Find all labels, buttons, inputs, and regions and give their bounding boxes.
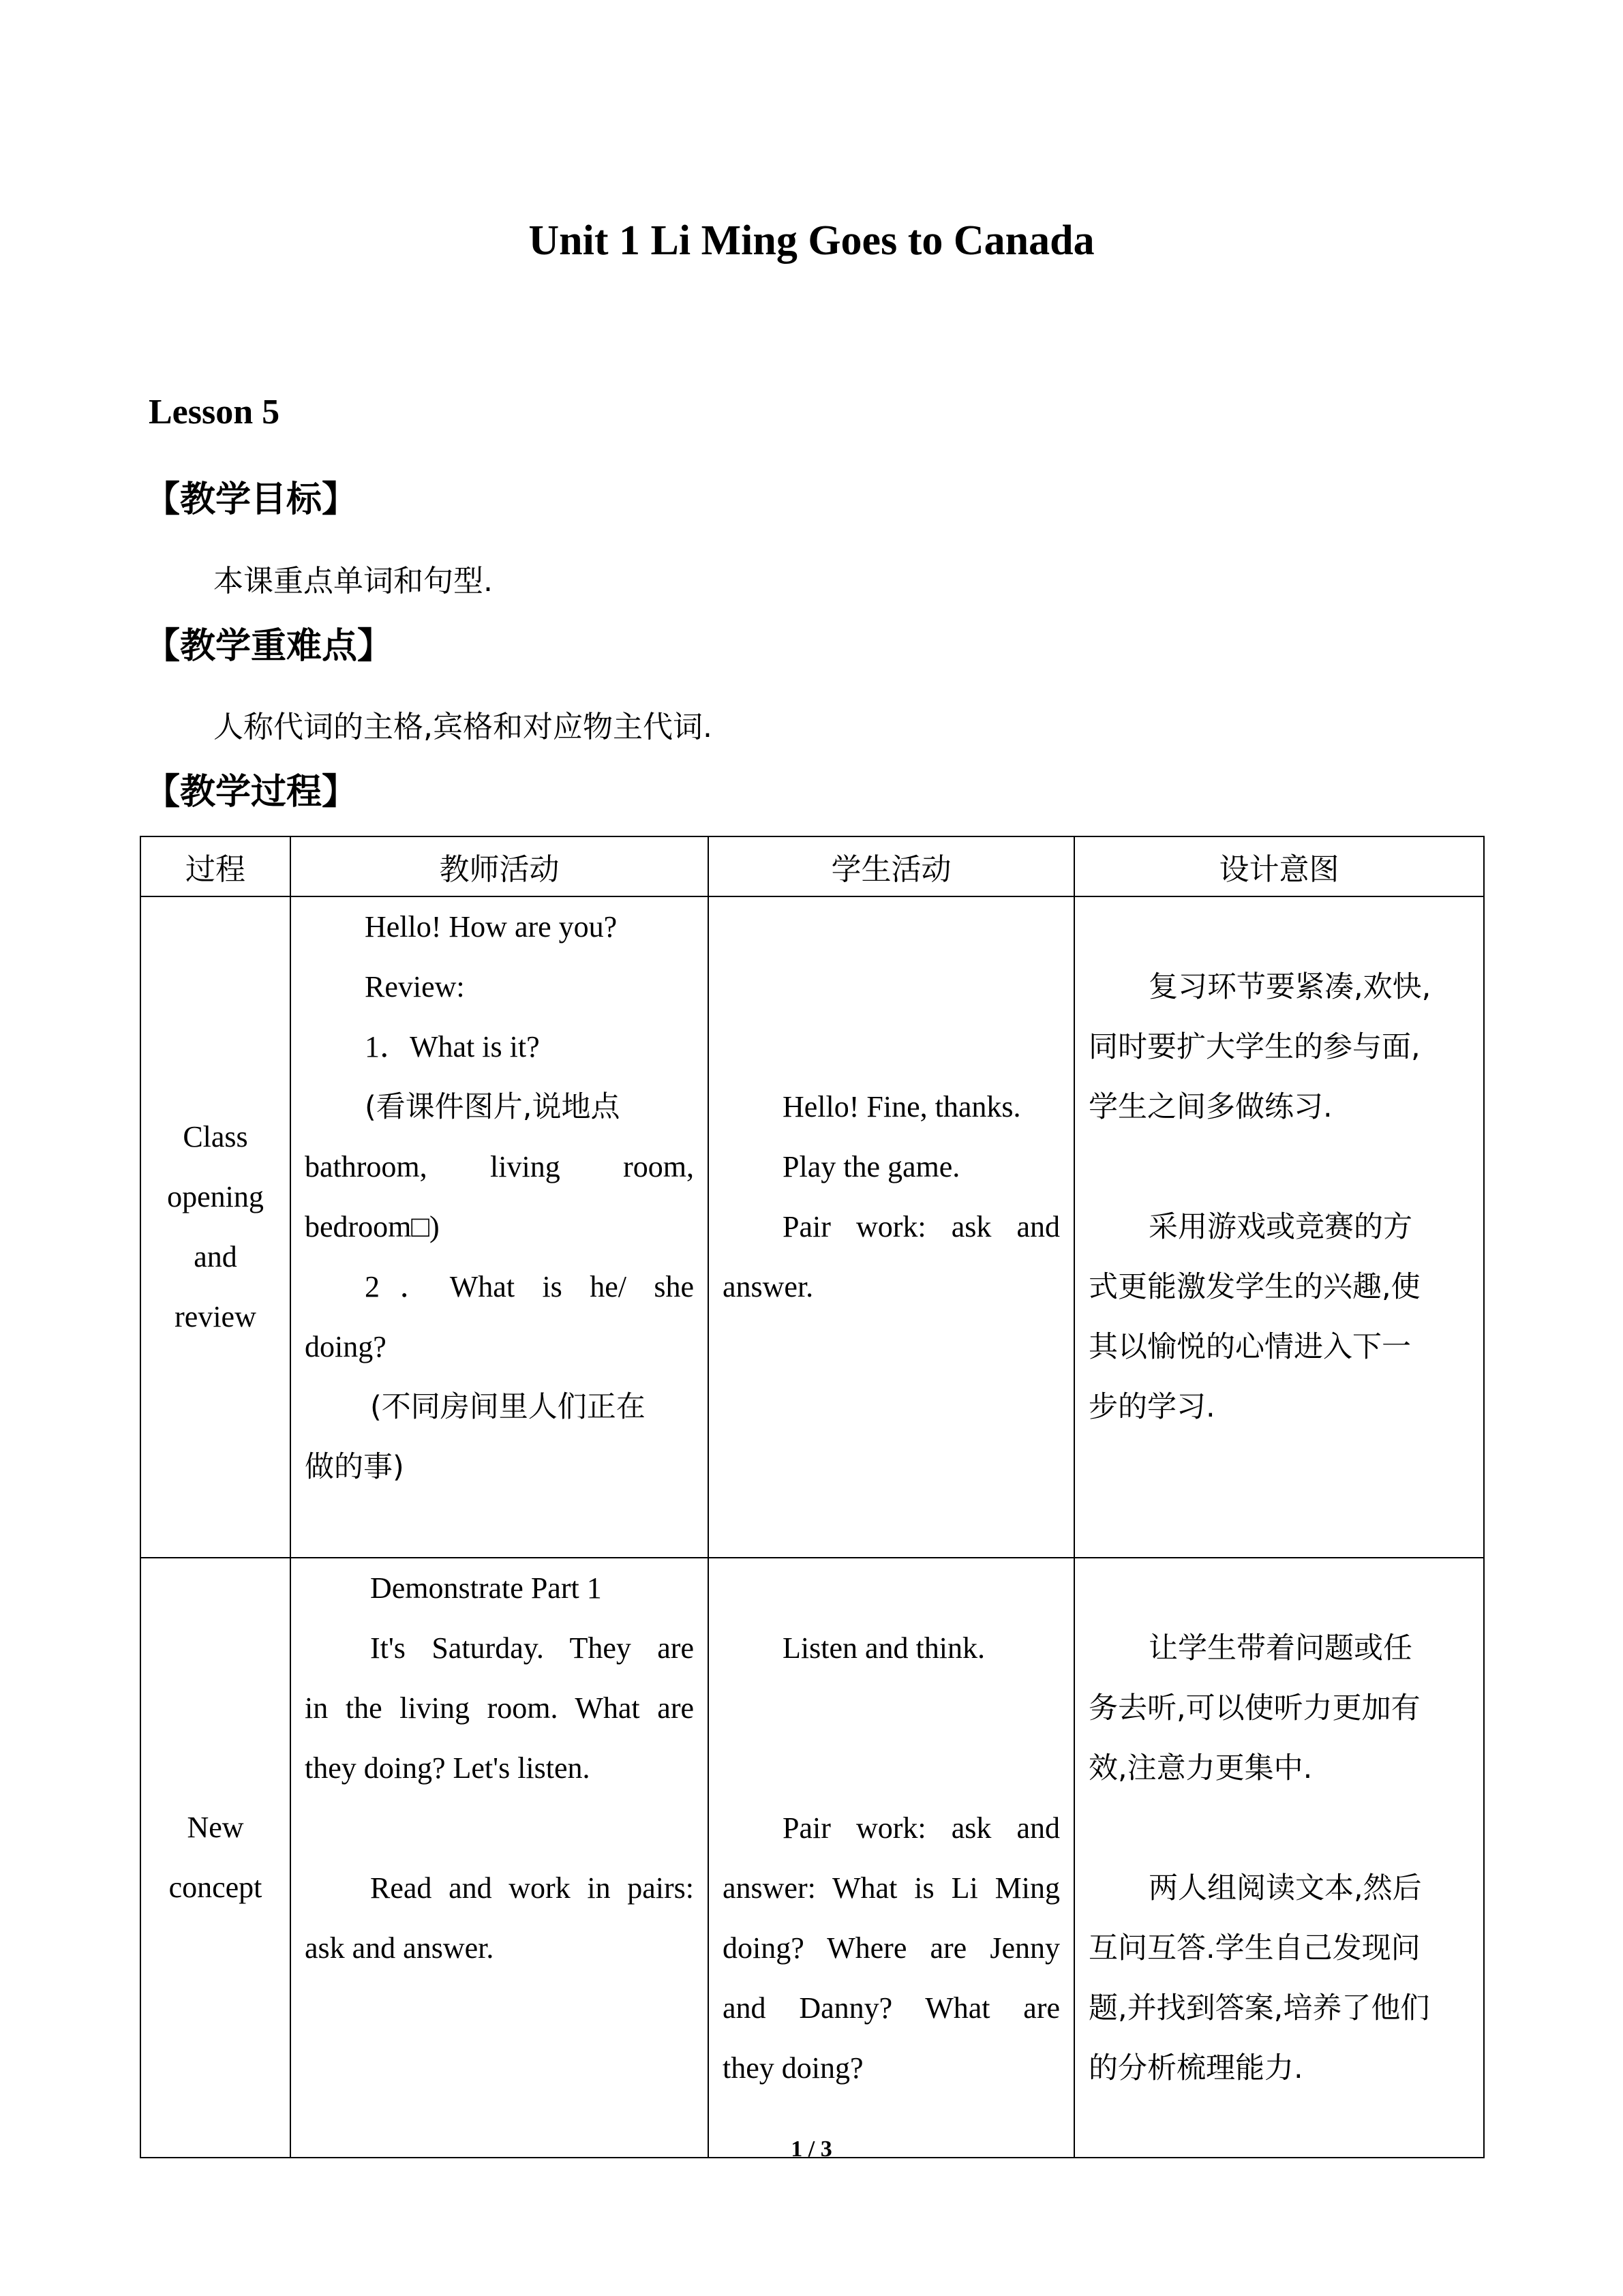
- stage-line: New: [187, 1811, 244, 1844]
- table-header-row: [140, 836, 1484, 896]
- stage-cell: [140, 896, 290, 1558]
- teacher-line: 1．What is it?: [365, 1030, 540, 1063]
- teacher-line: It's Saturday. They are: [370, 1631, 694, 1665]
- page-number: 1 / 3: [791, 2136, 832, 2162]
- student-line: Hello! Fine, thanks.: [783, 1090, 1021, 1123]
- teacher-line: Review:: [365, 970, 465, 1003]
- stage-line: opening: [167, 1180, 264, 1213]
- teacher-line: bathroom, living room,: [305, 1150, 694, 1183]
- teacher-line: they doing? Let's listen.: [305, 1751, 590, 1785]
- student-line: answer.: [723, 1270, 814, 1303]
- intent-line: 题,并找到答案,培养了他们: [1089, 1991, 1430, 2025]
- process-table: [140, 836, 1485, 2158]
- stage-line: concept: [168, 1871, 262, 1904]
- stage-cell: [140, 1558, 290, 2158]
- intent-line: 务去听,可以使听力更加有: [1089, 1691, 1421, 1725]
- stage-line: Class: [183, 1120, 248, 1153]
- header-teacher-activity: 教师活动: [290, 836, 708, 896]
- intent-line: 复习环节要紧凑,欢快,: [1149, 970, 1431, 1004]
- student-line: doing? Where are Jenny: [723, 1931, 1060, 1965]
- intent-line: 效,注意力更集中.: [1089, 1751, 1313, 1785]
- intent-line: 让学生带着问题或任: [1149, 1631, 1412, 1665]
- header-design-intent: 设计意图: [1074, 836, 1484, 896]
- student-activity-cell: [708, 896, 1074, 1558]
- table-row: [140, 896, 1484, 1558]
- student-line: answer: What is Li Ming: [723, 1871, 1060, 1905]
- design-intent-cell: [1074, 896, 1484, 1558]
- teacher-line: in the living room. What are: [305, 1691, 694, 1725]
- stage-line: review: [175, 1300, 256, 1333]
- teacher-activity-cell: [290, 1558, 708, 2158]
- teacher-line: Demonstrate Part 1: [370, 1571, 602, 1605]
- teacher-line: Read and work in pairs:: [370, 1871, 694, 1905]
- stage-line: and: [194, 1240, 237, 1273]
- intent-line: 两人组阅读文本,然后: [1149, 1871, 1422, 1905]
- teacher-line: 2．What is he/ she: [365, 1270, 694, 1303]
- intent-line: 采用游戏或竞赛的方: [1149, 1210, 1412, 1244]
- intent-line: 同时要扩大学生的参与面,: [1089, 1030, 1421, 1064]
- teacher-line: ask and answer.: [305, 1931, 494, 1965]
- header-student-activity: 学生活动: [708, 836, 1074, 896]
- student-line: Pair work: ask and: [783, 1210, 1060, 1243]
- objectives-heading: 【教学目标】: [145, 479, 358, 520]
- lesson-heading: Lesson 5: [149, 393, 280, 432]
- document-title: Unit 1 Li Ming Goes to Canada: [528, 217, 1095, 264]
- student-line: Pair work: ask and: [783, 1811, 1060, 1845]
- teacher-line: 做的事): [305, 1450, 404, 1484]
- student-activity-cell: [708, 1558, 1074, 2158]
- teacher-line: Hello! How are you?: [365, 910, 618, 943]
- student-line: and Danny? What are: [723, 1991, 1060, 2025]
- intent-line: 学生之间多做练习.: [1089, 1090, 1333, 1124]
- student-line: Play the game.: [783, 1150, 960, 1183]
- intent-line: 步的学习.: [1089, 1390, 1215, 1424]
- teacher-line: (不同房间里人们正在: [370, 1390, 646, 1424]
- student-line: Listen and think.: [783, 1631, 985, 1665]
- intent-line: 式更能激发学生的兴趣,使: [1089, 1270, 1421, 1304]
- difficulties-body: 人称代词的主格,宾格和对应物主代词.: [213, 710, 712, 744]
- difficulties-heading: 【教学重难点】: [145, 626, 393, 667]
- teacher-activity-cell: [290, 896, 708, 1558]
- intent-line: 其以愉悦的心情进入下一: [1089, 1330, 1411, 1364]
- header-stage: 过程: [140, 836, 290, 896]
- teacher-line: (看课件图片,说地点: [365, 1090, 620, 1124]
- intent-line: 的分析梳理能力.: [1089, 2051, 1303, 2085]
- student-line: they doing?: [723, 2051, 864, 2085]
- objectives-body: 本课重点单词和句型.: [213, 564, 493, 599]
- table-row: [140, 1558, 1484, 2158]
- intent-line: 互问互答.学生自己发现问: [1089, 1931, 1421, 1965]
- teacher-line: doing?: [305, 1330, 386, 1363]
- process-heading: 【教学过程】: [145, 772, 358, 813]
- teacher-line: bedroom□): [305, 1210, 440, 1243]
- design-intent-cell: [1074, 1558, 1484, 2158]
